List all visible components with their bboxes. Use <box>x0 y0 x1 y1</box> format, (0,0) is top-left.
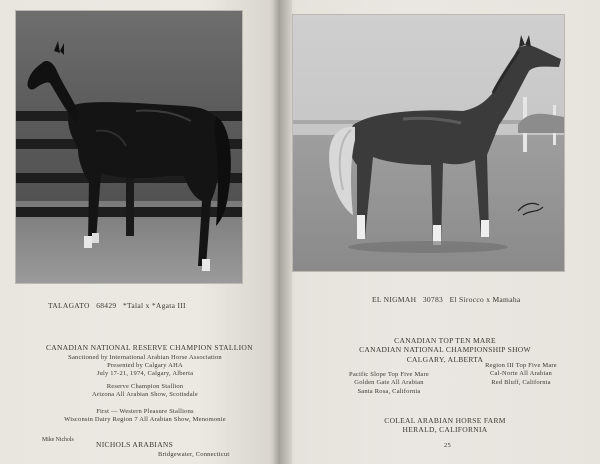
trainer-name: Mike Nichols <box>42 437 74 443</box>
farm-name-left: NICHOLS ARABIANS <box>96 440 174 449</box>
award-line: Arizona All Arabian Show, Scottsdale <box>92 391 198 399</box>
award-info-left <box>30 383 260 399</box>
left-page <box>0 0 284 464</box>
farm-name-right: COLEAL ARABIAN HORSE FARM <box>384 416 506 425</box>
horse-pedigree: *Talal x *Agata III <box>122 301 186 310</box>
page-number: 25 <box>444 442 451 449</box>
left-award-column <box>334 371 444 396</box>
book-gutter <box>270 0 292 464</box>
farm-location-left: Bridgewater, Connecticut <box>158 451 230 458</box>
info-line: July 17-21, 1974, Calgary, Alberta <box>96 370 194 378</box>
horse-name: EL NIGMAH <box>372 295 417 304</box>
show-info-left <box>30 354 260 378</box>
award-line: Reserve Champion Stallion <box>106 383 184 390</box>
award-line: Pacific Slope Top Five Mare <box>349 371 429 378</box>
award-line: Santa Rosa, California <box>357 387 421 395</box>
horse-number: 30783 <box>422 295 444 304</box>
farm-location-right: HERALD, CALIFORNIA <box>402 425 488 435</box>
horse-photo-talagato <box>15 10 243 284</box>
award-title-left: CANADIAN NATIONAL RESERVE CHAMPION STALLION <box>46 343 253 352</box>
right-page <box>280 0 600 464</box>
award-line: Golden Gate All Arabian <box>354 379 424 387</box>
farm-info-right <box>320 416 570 435</box>
horse-pedigree: El Sirocco x Mamaha <box>449 295 521 304</box>
horse-name: TALAGATO <box>48 301 90 310</box>
award-line: Red Bluff, California <box>491 378 551 386</box>
title-line: CALGARY, ALBERTA <box>406 354 484 364</box>
horse-caption-right <box>372 295 521 304</box>
horse-caption-left <box>48 301 186 310</box>
horse-photo-el-nigmah <box>292 14 565 272</box>
info-line: Sanctioned by International Arabian Horse Association <box>68 354 222 361</box>
award-line: Region III Top Five Mare <box>485 362 557 369</box>
award-line: Cal-Norte All Arabian <box>490 370 552 378</box>
info-line: Presented by Calgary AHA <box>107 362 183 370</box>
extra-line: First — Western Pleasure Stallions <box>96 408 194 415</box>
extra-info-left <box>30 408 260 424</box>
right-award-column <box>466 362 576 387</box>
award-title-right <box>320 336 570 364</box>
horse-number: 68429 <box>96 301 117 310</box>
extra-line: Wisconsin Dairy Region 7 All Arabian Show, Menomonie <box>64 416 226 424</box>
title-line: CANADIAN NATIONAL CHAMPIONSHIP SHOW <box>359 345 531 355</box>
title-line: CANADIAN TOP TEN MARE <box>394 336 496 345</box>
